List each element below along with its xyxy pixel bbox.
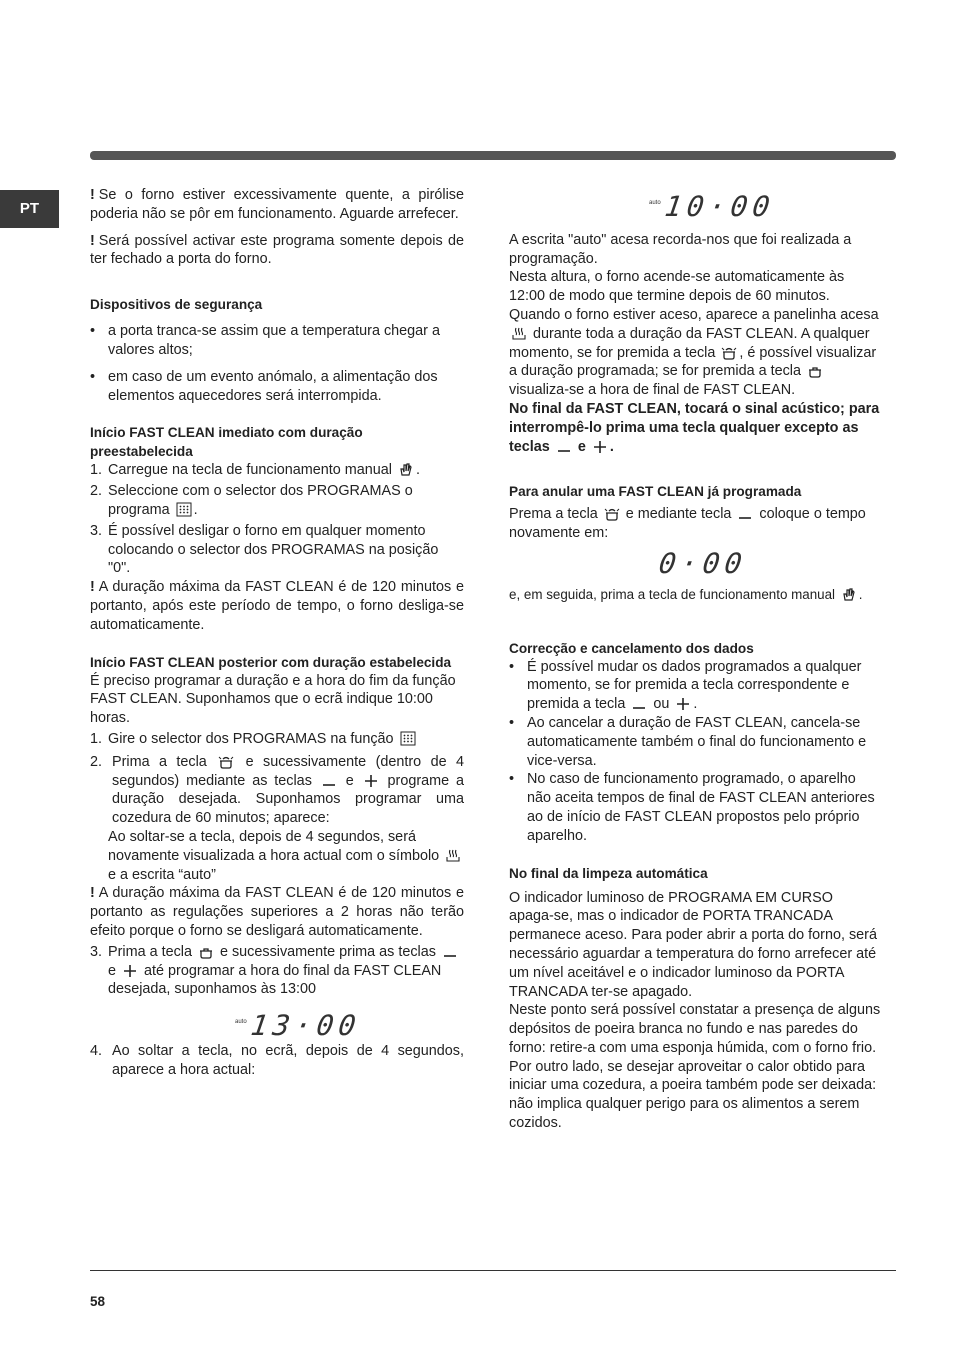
delayed-description: Nesta altura, o forno acende-se automaticamente às 12:00 de modo que termine depois de 60 minutos. Quando o forno estiver aceso, aparece a panelinha acesa durante toda a duração da FAST CLEAN. A qualquer momento, se for premida a tecla , é possível visualizar a duração programada; se for premida a tecla visualiza-se a hora de final de FAST CLEAN.	[509, 269, 879, 399]
delayed-note: ! A duração máxima da FAST CLEAN é de 120 minutos e portanto as regulações superiores a 2 horas não terão efeito porque o forno se desligará automaticamente.	[90, 885, 464, 939]
security-list	[90, 322, 464, 405]
end-paragraph-2: Neste ponto será possível constatar a presença de alguns depósitos de poeira branca no fundo e nas paredes do forno: retire-a com uma esponja húmida, com o forno frio.	[509, 1002, 881, 1056]
minus-icon	[631, 696, 647, 711]
header-rule	[90, 151, 896, 160]
immediate-steps	[90, 461, 464, 578]
hand-icon	[398, 462, 414, 477]
warning-hot-oven: ! Se o forno estiver excessivamente quente, a pirólise poderia não se pôr em funcionamento. Aguarde arrefecer.	[90, 187, 464, 222]
plus-icon	[122, 963, 138, 978]
immediate-heading: Início FAST CLEAN imediato com duração preestabelecida	[90, 425, 363, 460]
list-item: 2. Seleccione com o selector dos PROGRAMAS o programa .	[90, 483, 413, 518]
plus-icon	[363, 773, 379, 788]
security-heading: Dispositivos de segurança	[90, 297, 263, 313]
minus-icon	[556, 439, 572, 454]
pot-icon	[198, 944, 214, 959]
page-number: 58	[90, 1294, 106, 1309]
grid-program-icon	[400, 731, 416, 746]
minus-icon	[321, 773, 337, 788]
list-item: 1. Gire o selector dos PROGRAMAS na função	[90, 730, 464, 749]
list-item: • É possível mudar os dados programados a qualquer momento, se for premida a tecla correspondente e premida a tecla ou .	[509, 658, 881, 714]
cancel-manual: e, em seguida, prima a tecla de funcionamento manual .	[509, 586, 863, 602]
warning-door-closed: ! Será possível activar este programa somente depois de ter fechado a porta do forno.	[90, 232, 464, 268]
plus-icon	[592, 439, 608, 454]
plus-icon	[675, 696, 691, 711]
minus-icon	[442, 944, 458, 959]
display-1000: auto 10·00	[649, 190, 777, 223]
left-column	[90, 186, 464, 1079]
language-tab: PT	[0, 190, 59, 228]
hand-icon	[841, 587, 857, 602]
list-item: 3. É possível desligar o forno em qualquer momento colocando o selector dos PROGRAMAS na posição "0".	[90, 522, 439, 577]
delayed-steps	[90, 730, 464, 828]
display-1300: auto 13·00	[235, 1009, 363, 1043]
list-item: • No caso de funcionamento programado, o aparelho não aceita tempos de final de FAST CLEAN anteriores ao de início de FAST CLEAN propostos pelo próprio aparelho.	[509, 770, 881, 845]
list-item: 4. Ao soltar a tecla, no ecrã, depois de 4 segundos, aparece a hora actual:	[90, 1042, 464, 1078]
delayed-intro: É preciso programar a duração e a hora do fim da função FAST CLEAN. Suponhamos que o ecrã indique 10:00 horas.	[90, 672, 456, 727]
end-heading: No final da limpeza automática	[509, 865, 708, 881]
list-item: 1. Carregue na tecla de funcionamento manual .	[90, 462, 420, 479]
delayed-heading: Início FAST CLEAN posterior com duração estabelecida	[90, 654, 452, 670]
delayed-steps-2	[90, 943, 464, 999]
right-column	[509, 186, 881, 1133]
immediate-note: ! A duração máxima da FAST CLEAN é de 120 minutos e portanto, após este período de tempo, o forno desliga-se automaticamente.	[90, 579, 464, 633]
end-signal-note: No final da FAST CLEAN, tocará o sinal acústico; para interrompê-lo prima uma tecla qualquer excepto as teclas e .	[509, 400, 880, 455]
list-item: • em caso de um evento anómalo, a alimentação dos elementos aquecedores será interrompida.	[90, 368, 464, 406]
pot-lid-icon	[604, 506, 620, 521]
list-item: • a porta tranca-se assim que a temperatura chegar a valores altos;	[90, 322, 464, 360]
footer-rule	[90, 1270, 896, 1271]
list-item: 2. Prima a tecla e sucessivamente (dentro de 4 segundos) mediante as teclas e programe a duração desejada. Suponhamos programar uma cozedura de 60 minutos; aparece:	[90, 753, 465, 827]
correction-list	[509, 658, 881, 846]
auto-explanation: A escrita "auto" acesa recorda-nos que foi realizada a programação.	[509, 231, 852, 267]
pot-lid-icon	[218, 754, 234, 769]
grid-program-icon	[176, 502, 192, 517]
end-paragraph-3: Por outro lado, se desejar aproveitar o calor obtido para iniciar uma cozedura, a poeira também pode ser deixada: não implica qualquer perigo para os alimentos a serem cozidos.	[509, 1058, 877, 1132]
pot-icon	[807, 363, 823, 378]
correction-heading: Correcção e cancelamento dos dados	[509, 640, 754, 656]
delayed-after-release: Ao soltar-se a tecla, depois de 4 segundos, será novamente visualizada a hora actual com o símbolo e a escrita “auto”	[90, 828, 464, 884]
cancel-text: Prema a tecla e mediante tecla coloque o tempo novamente em:	[509, 506, 866, 542]
fast-clean-icon	[511, 326, 527, 341]
minus-icon	[737, 506, 753, 521]
list-item: • Ao cancelar a duração de FAST CLEAN, cancela-se automaticamente também o final do funcionamento e vice-versa.	[509, 714, 881, 770]
delayed-steps-3	[90, 1042, 464, 1080]
pot-lid-icon	[721, 345, 737, 360]
fast-clean-icon	[445, 848, 461, 863]
display-000: 0·00	[656, 546, 749, 580]
cancel-heading: Para anular uma FAST CLEAN já programada	[509, 484, 802, 500]
list-item: 3. Prima a tecla e sucessivamente prima as teclas e até programar a hora do final da FAST CLEAN desejada, suponhamos às 13:00	[90, 943, 464, 999]
end-paragraph-1: O indicador luminoso de PROGRAMA EM CURSO apaga-se, mas o indicador de PORTA TRANCADA permanece aceso. Para poder abrir a porta do forno, será necessário aguardar a temperatura do forno arrefecer até um nível aceitável e o indicador luminoso da PORTA TRANCADA ter-se apagado.	[509, 889, 877, 1000]
